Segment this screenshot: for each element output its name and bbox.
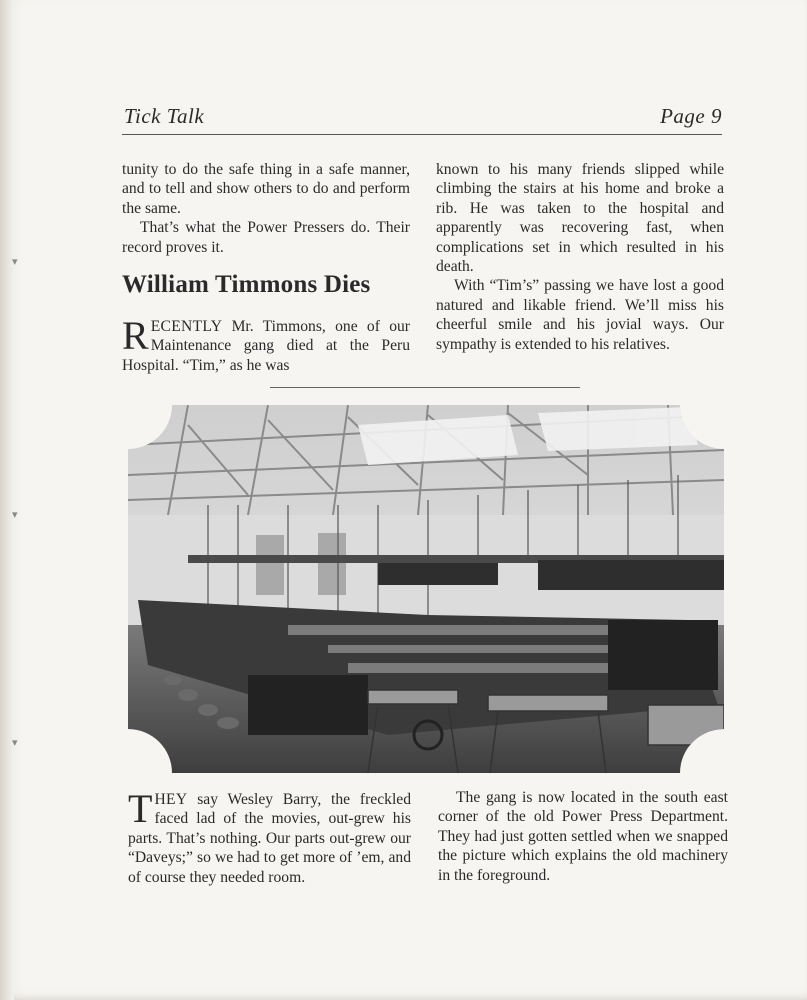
- paragraph: [128, 786, 411, 887]
- column-left-top: [122, 160, 410, 257]
- page-header: [122, 104, 722, 135]
- paragraph: That’s what the Power Pressers do. Their record proves it.: [122, 219, 410, 256]
- column-left-bottom: [128, 786, 411, 887]
- page-number: Page 9: [660, 104, 722, 128]
- column-right-bottom: [438, 788, 728, 885]
- page-spine-shadow: [0, 0, 14, 1000]
- column-right-top: [436, 160, 724, 354]
- section-divider: [270, 387, 580, 388]
- binding-mark: ▾: [12, 509, 18, 521]
- paragraph: With “Tim’s” passing we have lost a good natured and likable friend. We’ll miss his cheerful smile and his jovial ways. Our sympathy is extended to his relatives.: [436, 277, 724, 353]
- drop-cap: T: [128, 786, 153, 831]
- paragraph: tunity to do the safe thing in a safe manner, and to tell and show others to do and perform the same.: [122, 161, 410, 217]
- drop-cap: R: [122, 313, 149, 358]
- paragraph-text: say Wesley Barry, the freckled faced lad of the movies, out-grew his parts. That’s nothing. Our parts out-grew our “Daveys;” so we had to get more of ’em, and of course they needed room.: [128, 791, 411, 886]
- binding-mark: ▾: [12, 256, 18, 268]
- obituary-paragraph: [122, 313, 410, 375]
- paragraph: The gang is now located in the south east corner of the old Power Press Department. They had just gotten settled when we snapped the picture which explains the old machinery in the foreground.: [438, 789, 728, 884]
- paragraph-text: Mr. Timmons, one of our Maintenance gang died at the Peru Hospital. “Tim,” as he was: [122, 318, 410, 374]
- article-headline: William Timmons Dies: [122, 271, 371, 298]
- lead-word: ECENTLY: [150, 318, 223, 335]
- magazine-title: Tick Talk: [124, 104, 205, 128]
- lead-word: HEY: [154, 791, 188, 808]
- binding-mark: ▾: [12, 737, 18, 749]
- paragraph: known to his many friends slipped while climbing the stairs at his home and broke a rib. He was taken to the hospital and apparently was recovering fast, when complications set in which resulted in his death.: [436, 161, 724, 276]
- factory-floor-photo: [128, 405, 724, 773]
